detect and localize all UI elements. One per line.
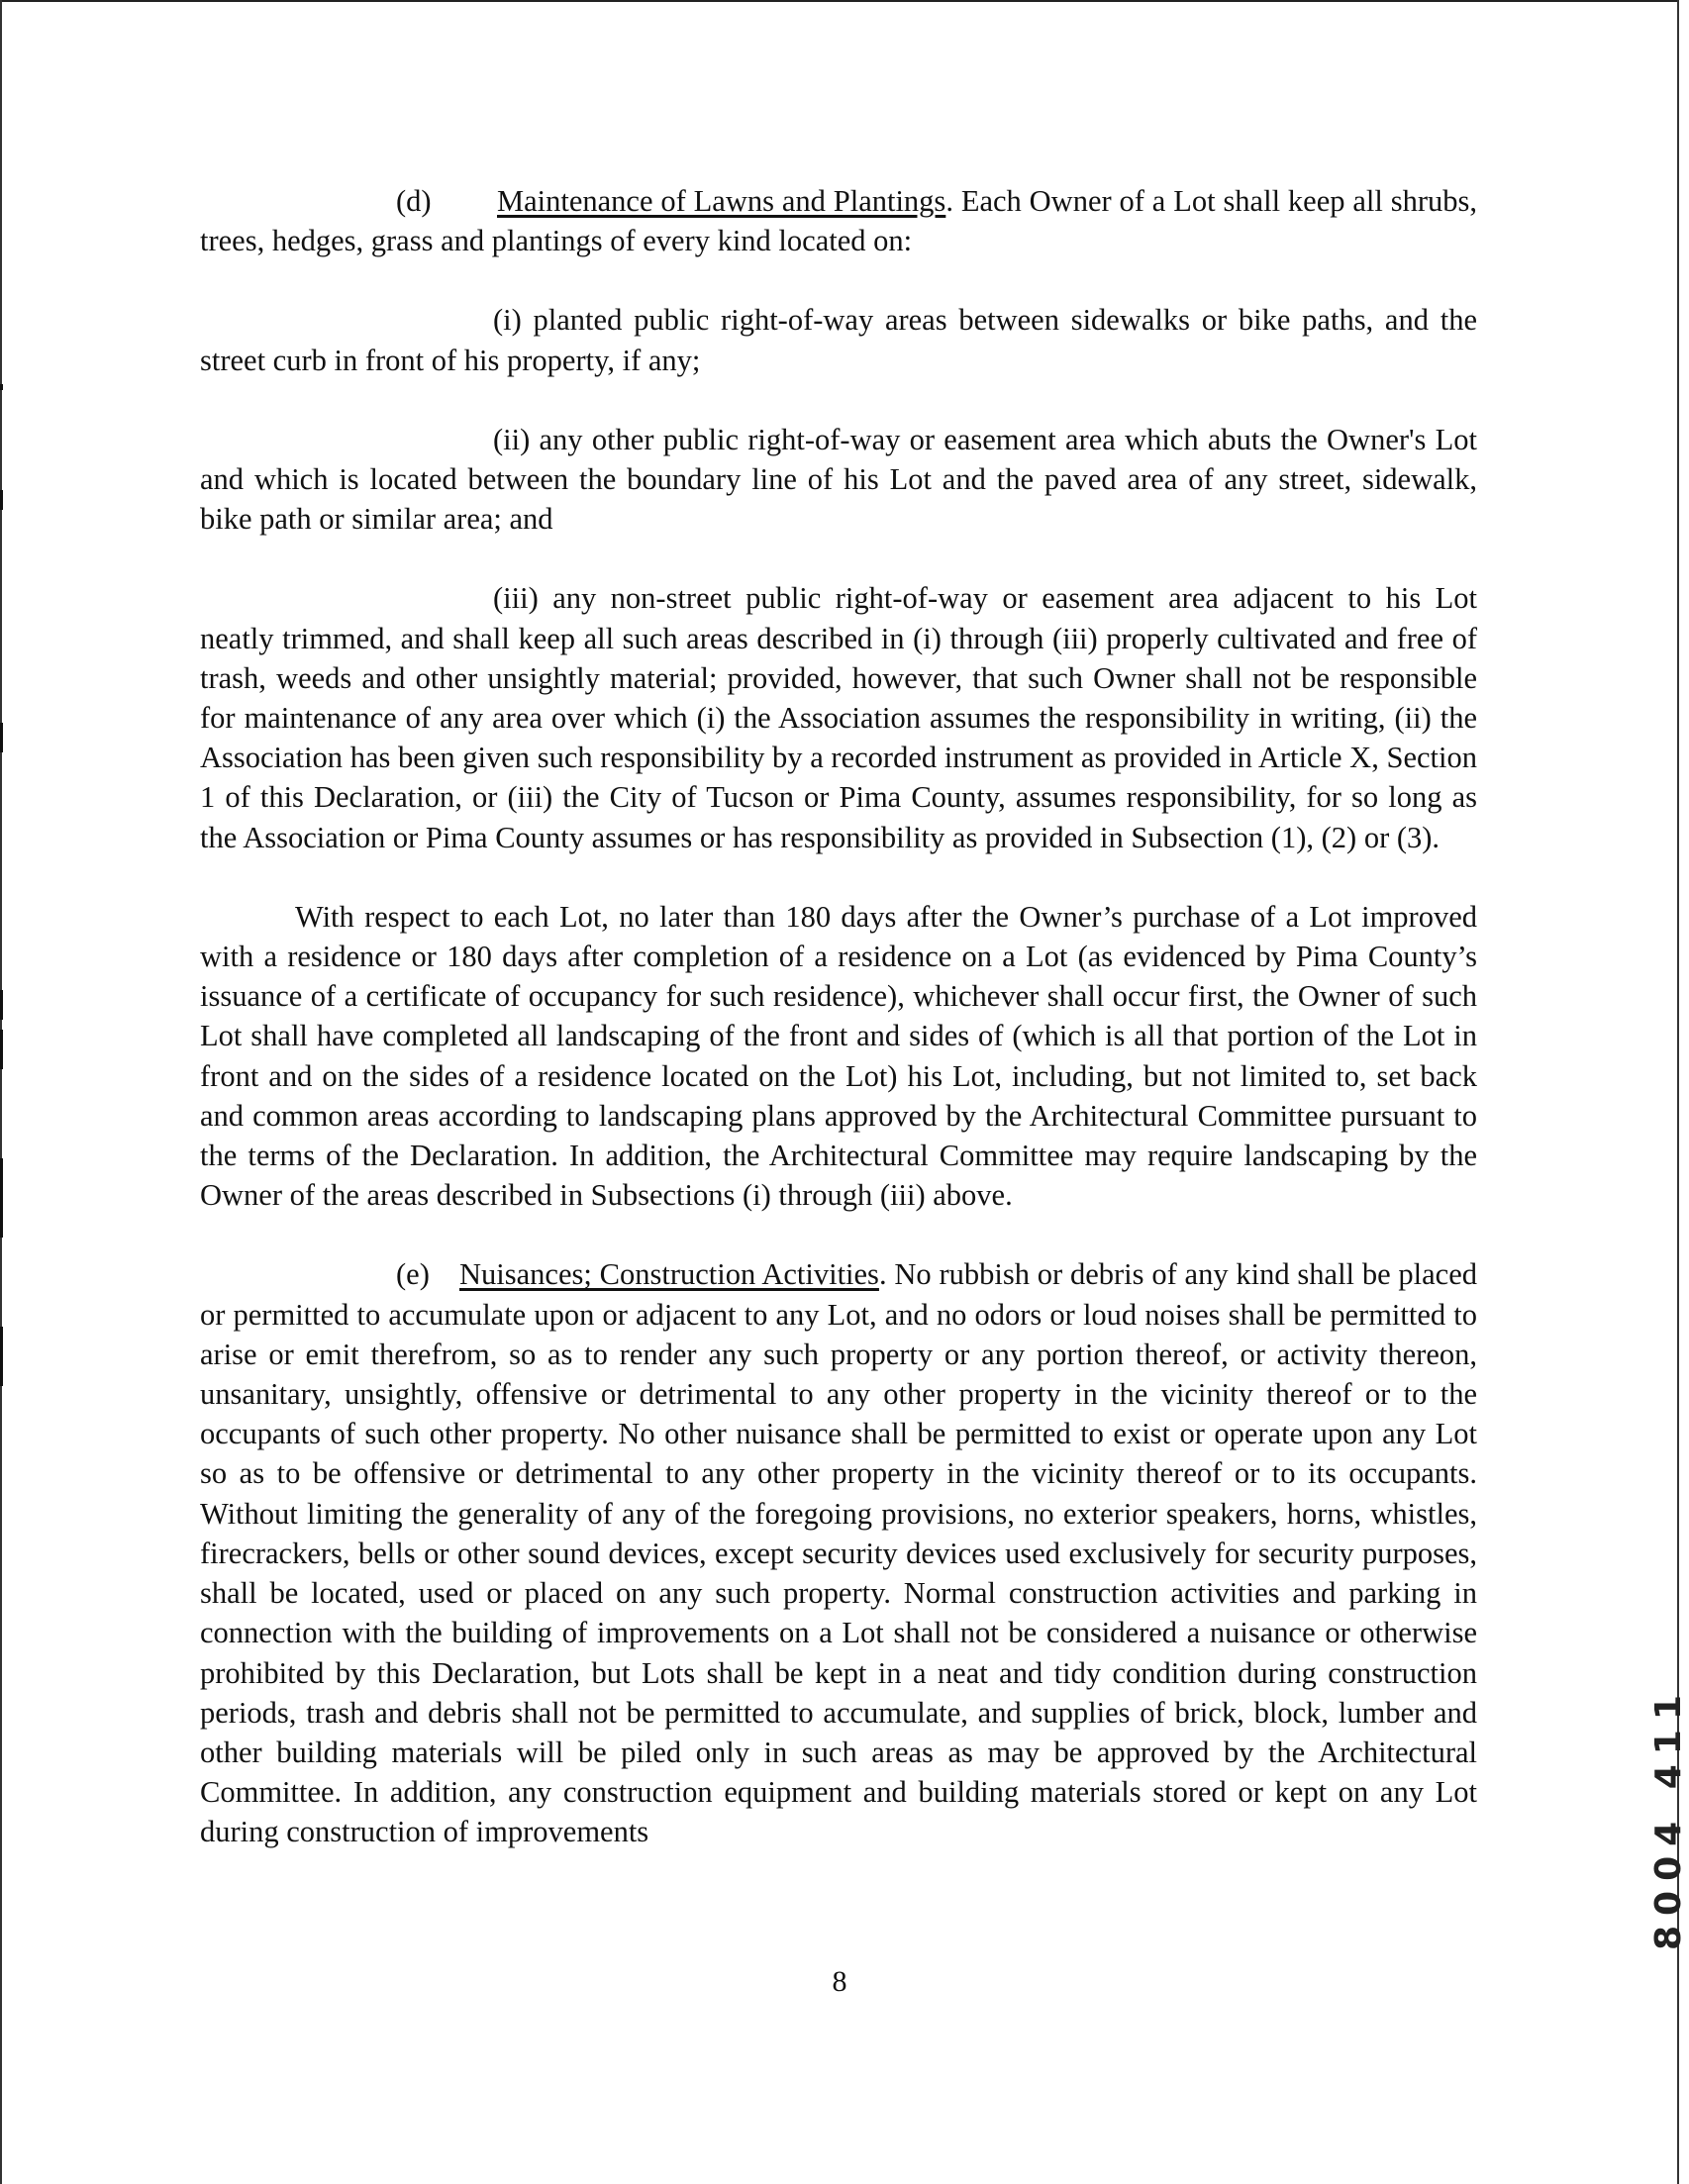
scan-edge-mark bbox=[0, 1327, 3, 1386]
subsection-heading: Maintenance of Lawns and Plantings bbox=[497, 184, 946, 218]
document-body bbox=[200, 181, 1477, 1852]
scan-border-left bbox=[0, 0, 2, 2184]
scan-edge-mark bbox=[0, 723, 3, 752]
paragraph-item-ii: (ii) any other public right-of-way or easement area which abuts the Owner's Lot and which is located between the boundary line of his Lot and the paved area of any street, sidewalk, bike path or similar area; and bbox=[200, 422, 1477, 537]
paragraph-item-i: (i) planted public right-of-way areas between sidewalks or bike paths, and the street curb in front of his property, if any; bbox=[200, 303, 1477, 377]
subsection-heading: Nuisances; Construction Activities bbox=[459, 1257, 879, 1292]
paragraph-e-nuisances bbox=[200, 1254, 1477, 1851]
subsection-marker: (d) bbox=[396, 184, 432, 218]
recording-stamp: 8004 411 bbox=[1648, 1685, 1689, 1950]
page-number: 8 bbox=[832, 1965, 847, 1998]
scan-edge-mark bbox=[0, 1158, 3, 1238]
paragraph-landscaping-deadline: With respect to each Lot, no later than 180 days after the Owner’s purchase of a Lot improved with a residence or 180 days after completion of a residence on a Lot (as evidenced by Pima County’s issuance of a certificate of occupancy for such residence), whichever shall occur first, the Owner of such Lot shall have completed all landscaping of the front and sides of (which is all that portion of the Lot in front and on the sides of a residence located on the Lot) his Lot, including, but not limited to, set back and common areas according to landscaping plans approved by the Architectural Committee pursuant to the terms of the Declaration. In addition, the Architectural Committee may require landscaping by the Owner of the areas described in Subsections (i) through (iii) above. bbox=[200, 899, 1477, 1213]
scan-edge-mark bbox=[0, 384, 3, 390]
subsection-marker: (e) bbox=[396, 1257, 430, 1292]
scan-edge-mark bbox=[0, 490, 3, 510]
paragraph-text: . No rubbish or debris of any kind shall be placed or permitted to accumulate upon or adjacent to any Lot, and no odors or loud noises shall be permitted to arise or emit therefrom, so as to render any such property or any portion thereof, or activity thereon, unsanitary, unsightly, offensive or detrimental to any other property in the vicinity thereof or to the occupants of such other property. No other nuisance shall be permitted to exist or operate upon any Lot so as to be offensive or detrimental to any other property in the vicinity thereof or to its occupants. Without limiting the generality of any of the foregoing provisions, no exterior speakers, horns, whistles, firecrackers, bells or other sound devices, except security devices used exclusively for security purposes, shall be located, used or placed on any such property. Normal construction activities and parking in connection with the building of improvements on a Lot shall not be considered a nuisance or otherwise prohibited by this Declaration, but Lots shall be kept in a neat and tidy condition during construction periods, trash and debris shall not be permitted to accumulate, and supplies of brick, block, lumber and other building materials will be piled only in such areas as may be approved by the Architectural Committee. In addition, any construction equipment and building materials stored or kept on any Lot during construction of improvements bbox=[200, 1257, 1478, 1849]
scan-edge-mark bbox=[0, 990, 3, 1020]
paragraph-text: . Each Owner of a Lot shall keep all shrubs, trees, hedges, grass and plantings of every kind located on: bbox=[200, 184, 1477, 258]
scan-border-top bbox=[0, 0, 1679, 2]
paragraph-d-maintenance bbox=[200, 181, 1477, 260]
scan-edge-mark bbox=[0, 1030, 3, 1069]
paragraph-item-iii: (iii) any non-street public right-of-way or easement area adjacent to his Lot neatly trimmed, and shall keep all such areas described in (i) through (iii) properly cultivated and free of trash, weeds and other unsightly material; provided, however, that such Owner shall not be responsible for maintenance of any area over which (i) the Association assumes the responsibility in writing, (ii) the Association has been given such responsibility by a recorded instrument as provided in Article X, Section 1 of this Declaration, or (iii) the City of Tucson or Pima County, assumes responsibility, for so long as the Association or Pima County assumes or has responsibility as provided in Subsection (1), (2) or (3). bbox=[200, 581, 1477, 854]
